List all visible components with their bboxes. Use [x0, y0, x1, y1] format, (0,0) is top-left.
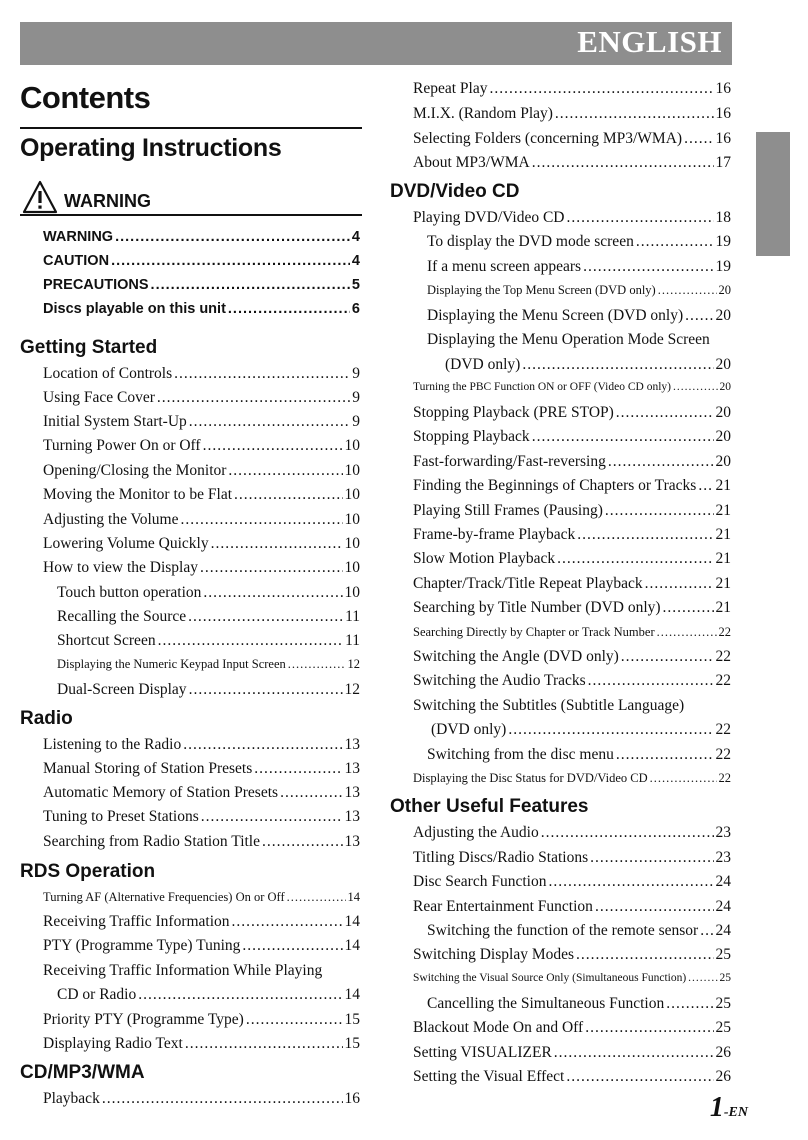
toc-entry[interactable]: Selecting Folders (concerning MP3/WMA) ..... 16 — [413, 130, 731, 148]
warning-rule — [20, 214, 362, 216]
page-title: Contents — [20, 80, 151, 115]
toc-subentry-line[interactable]: Displaying the Menu Operation Mode Screen — [427, 331, 710, 348]
toc-entry[interactable]: Discs playable on this unit ..... 6 — [43, 301, 360, 317]
toc-entry[interactable]: Finding the Beginnings of Chapters or Tracks ..... 21 — [413, 477, 731, 495]
page-number: 1-EN — [709, 1092, 748, 1123]
toc-entry[interactable]: Priority PTY (Programme Type) ..... 15 — [43, 1011, 360, 1029]
toc-entry[interactable]: CD or Radio ..... 14 — [57, 986, 360, 1004]
toc-entry[interactable]: Searching Directly by Chapter or Track Number ..... 22 — [413, 625, 731, 640]
warning-heading-label: WARNING — [64, 191, 151, 211]
toc-entry[interactable]: Searching by Title Number (DVD only) ..... 21 — [413, 599, 731, 617]
toc-entry[interactable]: Initial System Start-Up ..... 9 — [43, 413, 360, 431]
toc-entry[interactable]: Fast-forwarding/Fast-reversing ..... 20 — [413, 453, 731, 471]
toc-entry[interactable]: Using Face Cover ..... 9 — [43, 389, 360, 407]
toc-entry[interactable]: Lowering Volume Quickly ..... 10 — [43, 535, 360, 553]
toc-entry[interactable]: Playing DVD/Video CD ..... 18 — [413, 209, 731, 227]
toc-entry[interactable]: PRECAUTIONS ..... 5 — [43, 277, 360, 293]
toc-subentry[interactable]: Displaying the Top Menu Screen (DVD only) ..... 20 — [427, 283, 731, 298]
toc-entry[interactable]: Slow Motion Playback ..... 21 — [413, 550, 731, 568]
toc-entry[interactable]: Stopping Playback ..... 20 — [413, 428, 731, 446]
toc-entry[interactable]: Adjusting the Audio ..... 23 — [413, 824, 731, 842]
toc-entry[interactable]: Turning AF (Alternative Frequencies) On or Off ..... 14 — [43, 890, 360, 905]
toc-entry[interactable]: WARNING ..... 4 — [43, 229, 360, 245]
toc-entry-line[interactable]: Switching the Subtitles (Subtitle Language) — [413, 697, 685, 714]
toc-entry[interactable]: Moving the Monitor to be Flat ..... 10 — [43, 486, 360, 504]
toc-entry[interactable]: Opening/Closing the Monitor ..... 10 — [43, 462, 360, 480]
toc-entry[interactable]: Blackout Mode On and Off ..... 25 — [413, 1019, 731, 1037]
section-heading: CD/MP3/WMA — [20, 1062, 145, 1083]
toc-entry[interactable]: Switching the Angle (DVD only) ..... 22 — [413, 648, 731, 666]
toc-subentry[interactable]: Touch button operation ..... 10 — [57, 584, 360, 602]
toc-subentry[interactable]: (DVD only) ..... 20 — [445, 356, 731, 374]
toc-entry[interactable]: About MP3/WMA ..... 17 — [413, 154, 731, 172]
toc-entry[interactable]: Frame-by-frame Playback ..... 21 — [413, 526, 731, 544]
section-heading: Getting Started — [20, 337, 158, 358]
toc-entry[interactable]: Automatic Memory of Station Presets ..... 13 — [43, 784, 360, 802]
toc-entry[interactable]: Turning the PBC Function ON or OFF (Video CD only) ..... 20 — [413, 381, 731, 393]
toc-entry[interactable]: Manual Storing of Station Presets ..... 13 — [43, 760, 360, 778]
toc-subentry[interactable]: To display the DVD mode screen ..... 19 — [427, 233, 731, 251]
toc-subentry[interactable]: Displaying the Menu Screen (DVD only) ..... 20 — [427, 307, 731, 325]
section-heading: Other Useful Features — [390, 796, 589, 817]
toc-entry[interactable]: Disc Search Function ..... 24 — [413, 873, 731, 891]
toc-entry[interactable]: Receiving Traffic Information ..... 14 — [43, 913, 360, 931]
toc-entry[interactable]: Location of Controls ..... 9 — [43, 365, 360, 383]
toc-subentry[interactable]: Displaying the Numeric Keypad Input Screen ..... 12 — [57, 657, 360, 672]
toc-entry[interactable]: Stopping Playback (PRE STOP) ..... 20 — [413, 404, 731, 422]
warning-triangle-icon — [22, 180, 58, 214]
toc-entry[interactable]: Titling Discs/Radio Stations ..... 23 — [413, 849, 731, 867]
warning-heading — [22, 174, 151, 214]
toc-subentry[interactable]: Dual-Screen Display ..... 12 — [57, 681, 360, 699]
toc-entry[interactable]: Switching the Audio Tracks ..... 22 — [413, 672, 731, 690]
section-heading: DVD/Video CD — [390, 181, 520, 202]
toc-subentry[interactable]: Shortcut Screen ..... 11 — [57, 632, 360, 650]
toc-entry[interactable]: Adjusting the Volume ..... 10 — [43, 511, 360, 529]
toc-subentry[interactable]: Recalling the Source ..... 11 — [57, 608, 360, 626]
toc-entry[interactable]: PTY (Programme Type) Tuning ..... 14 — [43, 937, 360, 955]
toc-entry[interactable]: Playback ..... 16 — [43, 1090, 360, 1108]
toc-entry[interactable]: Playing Still Frames (Pausing) ..... 21 — [413, 502, 731, 520]
toc-entry-line[interactable]: Receiving Traffic Information While Playing — [43, 962, 323, 979]
toc-entry[interactable]: Repeat Play ..... 16 — [413, 80, 731, 98]
toc-subentry[interactable]: If a menu screen appears ..... 19 — [427, 258, 731, 276]
toc-entry[interactable]: Switching Display Modes ..... 25 — [413, 946, 731, 964]
toc-entry[interactable]: Listening to the Radio ..... 13 — [43, 736, 360, 754]
section-heading: RDS Operation — [20, 861, 156, 882]
toc-entry[interactable]: M.I.X. (Random Play) ..... 16 — [413, 105, 731, 123]
toc-entry[interactable]: CAUTION ..... 4 — [43, 253, 360, 269]
toc-subentry[interactable]: Cancelling the Simultaneous Function ..... 25 — [427, 995, 731, 1013]
section-heading: Radio — [20, 708, 73, 729]
toc-entry[interactable]: Turning Power On or Off ..... 10 — [43, 437, 360, 455]
toc-entry[interactable]: Setting the Visual Effect ..... 26 — [413, 1068, 731, 1086]
side-tab — [756, 132, 790, 256]
toc-entry[interactable]: Tuning to Preset Stations ..... 13 — [43, 808, 360, 826]
title-rule — [20, 127, 362, 129]
toc-entry[interactable]: How to view the Display ..... 10 — [43, 559, 360, 577]
toc-entry[interactable]: Displaying Radio Text ..... 15 — [43, 1035, 360, 1053]
toc-entry[interactable]: Switching the Visual Source Only (Simultaneous Function) ..... 25 — [413, 972, 731, 984]
toc-subentry[interactable]: Switching from the disc menu ..... 22 — [427, 746, 731, 764]
toc-entry[interactable]: Setting VISUALIZER ..... 26 — [413, 1044, 731, 1062]
toc-subentry[interactable]: Switching the function of the remote sensor ..... 24 — [427, 922, 731, 940]
language-label: ENGLISH — [577, 24, 722, 59]
toc-entry[interactable]: Searching from Radio Station Title ..... 13 — [43, 833, 360, 851]
toc-entry[interactable]: Chapter/Track/Title Repeat Playback ..... 21 — [413, 575, 731, 593]
section-title: Operating Instructions — [20, 134, 282, 162]
toc-entry[interactable]: Displaying the Disc Status for DVD/Video CD ..... 22 — [413, 771, 731, 786]
toc-entry[interactable]: Rear Entertainment Function ..... 24 — [413, 898, 731, 916]
header-bar — [20, 22, 732, 65]
toc-entry[interactable]: (DVD only) ..... 22 — [431, 721, 731, 739]
